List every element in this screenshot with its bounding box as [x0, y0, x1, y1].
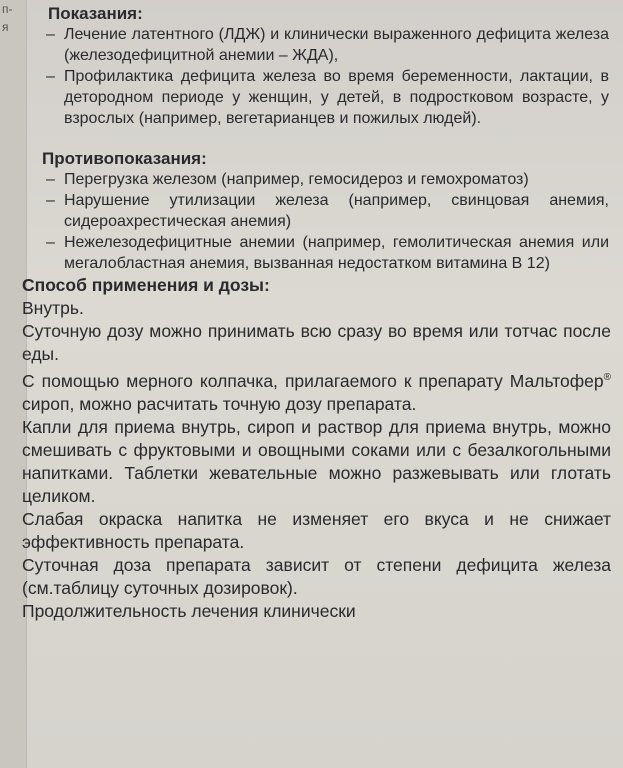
- dosage-paragraph: Продолжительность лечения клинически: [22, 600, 356, 621]
- margin-fragment: я: [2, 20, 9, 34]
- indications-heading: Показания:: [48, 4, 143, 23]
- list-item: – Нежелезодефицитные анемии (например, гемолитическая анемия или мегалобластная анемия, вызванная недостатком витамина В 12): [20, 232, 617, 274]
- dosage-section: [20, 274, 617, 623]
- registered-mark: ®: [603, 372, 611, 383]
- list-item: – Лечение латентного (ЛДЖ) и клинически выраженного дефицита железа (железодефицитной анемии – ЖДА),: [20, 24, 617, 66]
- contraindications-section: [20, 149, 617, 274]
- dosage-paragraph: Суточная доза препарата зависит от степени дефицита железа (см.таблицу суточных дозировок).: [22, 554, 611, 598]
- dosage-heading: Способ применения и дозы:: [22, 275, 270, 295]
- contraindications-list: [20, 169, 617, 274]
- dosage-paragraph: Внутрь.: [22, 298, 84, 318]
- contraindications-heading: Противопоказания:: [42, 149, 207, 168]
- dosage-paragraph: Суточную дозу можно принимать всю сразу во время или тотчас после еды.: [22, 321, 611, 364]
- dosage-paragraph: Капли для приема внутрь, сироп и раствор для приема внутрь, можно смешивать с фруктовыми и овощными соками или с безалкогольными напитками. Таблетки жевательные можно разжевывать или глотать целиком.: [22, 416, 611, 506]
- dosage-text: С помощью мерного колпачка, прилагаемого к препарату Мальтофер: [22, 370, 604, 391]
- list-item: – Перегрузка железом (например, гемосидероз и гемохроматоз): [20, 169, 617, 190]
- document-content: [20, 4, 617, 623]
- margin-fragment: п-: [2, 2, 13, 16]
- dosage-paragraph: [20, 366, 617, 416]
- indications-list: [20, 24, 617, 129]
- list-item: – Нарушение утилизации железа (например, свинцовая анемия, сидероахрестическая анемия): [20, 190, 617, 232]
- list-item: – Профилактика дефицита железа во время беременности, лактации, в детородном периоде у женщин, у детей, в подростковом возрасте, у взрослых (например, вегетарианцев и пожилых людей).: [20, 66, 617, 129]
- dosage-paragraph: Слабая окраска напитка не изменяет его вкуса и не снижает эффективность препарата.: [22, 508, 611, 552]
- indications-section: [20, 4, 617, 129]
- dosage-text: сироп, можно расчитать точную дозу препарата.: [22, 393, 417, 414]
